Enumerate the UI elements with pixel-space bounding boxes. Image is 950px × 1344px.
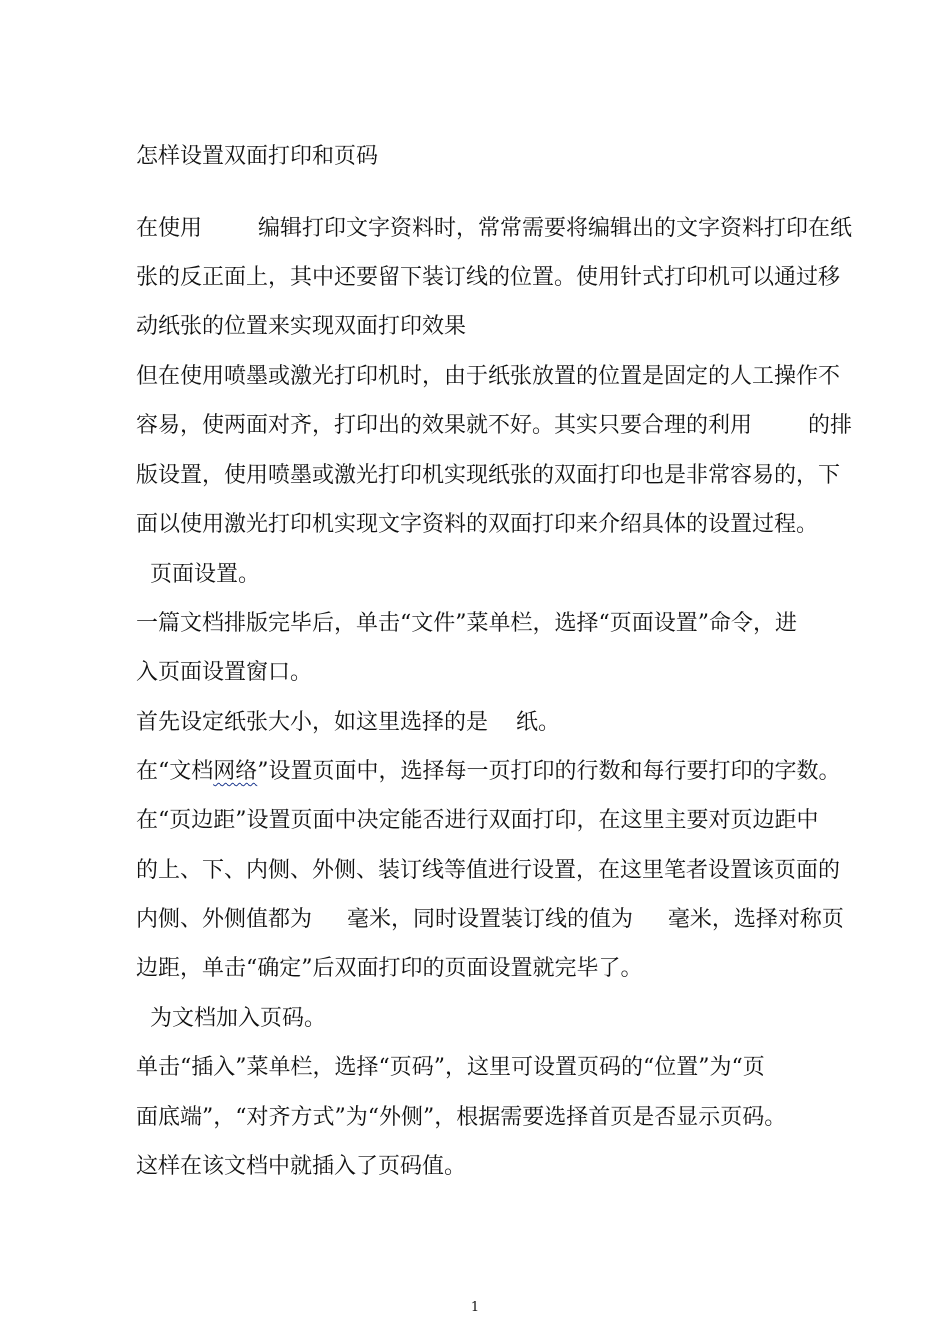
paragraph-line: 容易，使两面对齐，打印出的效果就不好。其实只要合理的利用 的排 — [136, 413, 852, 438]
section-heading-page-setup: 页面设置。 — [136, 562, 260, 587]
paragraph-line: 在“页边距”设置页面中决定能否进行双面打印，在这里主要对页边距中 — [136, 808, 819, 833]
grid-settings-line — [136, 757, 841, 787]
underlined-term: 网络 — [213, 759, 258, 784]
paragraph-line: 单击“插入”菜单栏，选择“页码”，这里可设置页码的“位置”为“页 — [136, 1055, 765, 1080]
paragraph-line: 面以使用激光打印机实现文字资料的双面打印来介绍具体的设置过程。 — [136, 512, 819, 537]
paragraph-line: 内侧、外侧值都为 毫米，同时设置装订线的值为 毫米，选择对称页 — [136, 907, 844, 932]
paragraph-line: 面底端”，“对齐方式”为“外侧”，根据需要选择首页是否显示页码。 — [136, 1105, 787, 1130]
paragraph-line: 首先设定纸张大小，如这里选择的是 纸。 — [136, 710, 560, 735]
paragraph-line: 在使用 编辑打印文字资料时，常常需要将编辑出的文字资料打印在纸 — [136, 216, 852, 241]
document-title: 怎样设置双面打印和页码 — [136, 144, 379, 169]
paragraph-line: 的上、下、内侧、外侧、装订线等值进行设置，在这里笔者设置该页面的 — [136, 858, 841, 883]
grid-line-before: 在“文档 — [136, 759, 214, 784]
paragraph-line: 张的反正面上，其中还要留下装订线的位置。使用针式打印机可以通过移 — [136, 265, 841, 290]
paragraph-line: 一篇文档排版完毕后，单击“文件”菜单栏，选择“页面设置”命令，进 — [136, 611, 797, 636]
grid-line-after: ”设置页面中，选择每一页打印的行数和每行要打印的字数。 — [257, 759, 841, 784]
paragraph-line: 但在使用喷墨或激光打印机时，由于纸张放置的位置是固定的人工操作不 — [136, 364, 841, 389]
paragraph-line: 动纸张的位置来实现双面打印效果 — [136, 314, 467, 339]
paragraph-line: 入页面设置窗口。 — [136, 660, 313, 685]
paragraph-line: 版设置，使用喷墨或激光打印机实现纸张的双面打印也是非常容易的，下 — [136, 463, 841, 488]
section-heading-page-numbers: 为文档加入页码。 — [136, 1006, 326, 1031]
paragraph-line: 边距，单击“确定”后双面打印的页面设置就完毕了。 — [136, 956, 643, 981]
page-number: 1 — [470, 1300, 480, 1315]
paragraph-line: 这样在该文档中就插入了页码值。 — [136, 1154, 467, 1179]
